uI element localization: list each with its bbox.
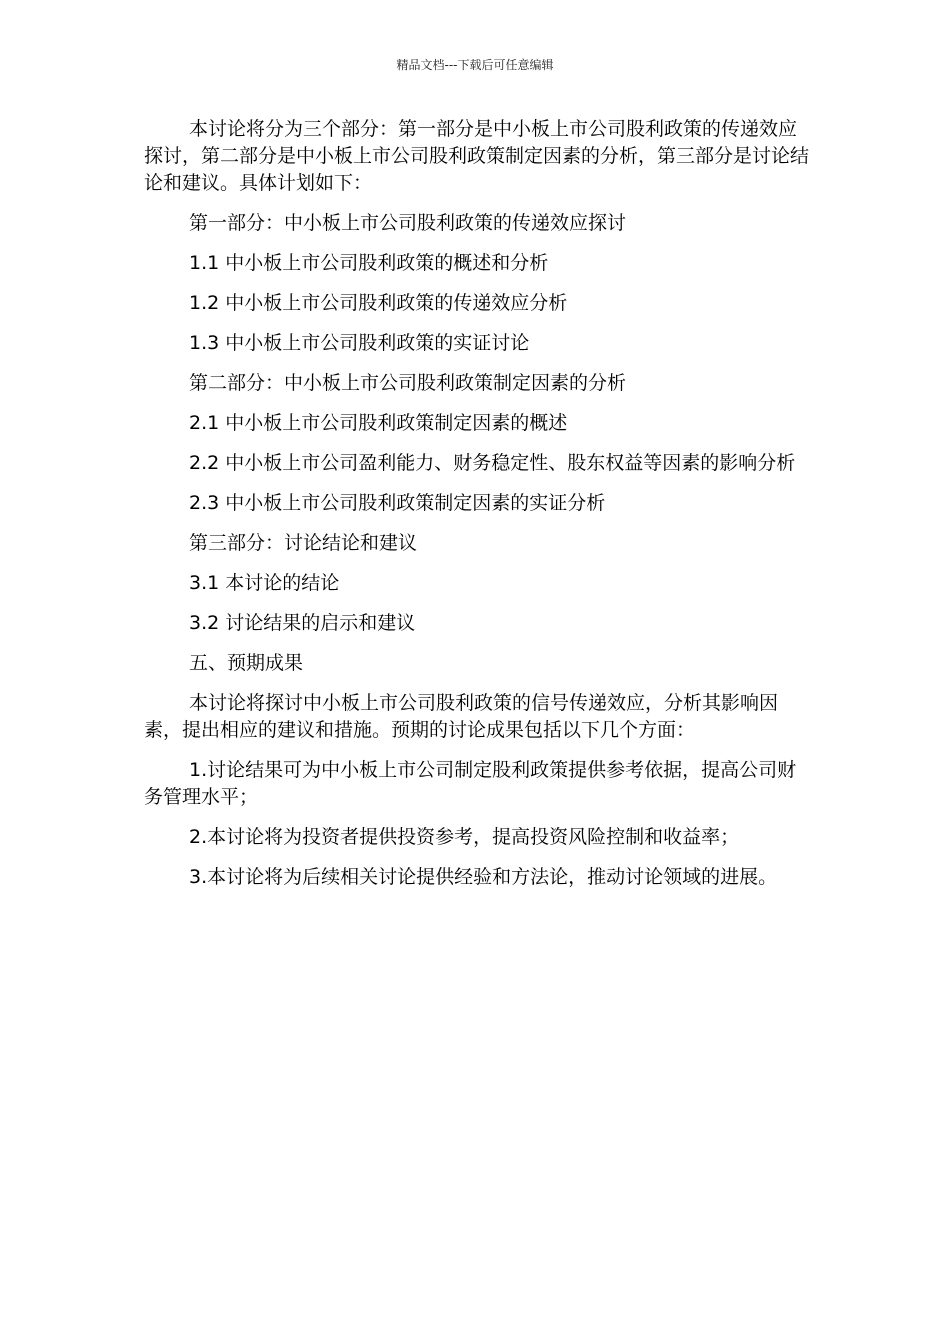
section-heading-expected-results: 五、预期成果 (189, 652, 304, 674)
paragraph-result-2: 2.本讨论将为投资者提供投资参考，提高投资风险控制和收益率； (189, 826, 740, 848)
paragraph-expected-intro: 本讨论将探讨中小板上市公司股利政策的信号传递效应，分析其影响因素，提出相应的建议和措施。预期的讨论成果包括以下几个方面： (144, 692, 779, 741)
paragraph-plan-intro: 本讨论将分为三个部分：第一部分是中小板上市公司股利政策的传递效应探讨，第二部分是中小板上市公司股利政策制定因素的分析，第三部分是讨论结论和建议。具体计划如下： (144, 118, 810, 194)
paragraph-item-2-1: 2.1 中小板上市公司股利政策制定因素的概述 (189, 412, 568, 434)
paragraph-item-3-1: 3.1 本讨论的结论 (189, 572, 340, 594)
document-body (144, 116, 810, 904)
paragraph-item-1-2: 1.2 中小板上市公司股利政策的传递效应分析 (189, 292, 568, 314)
page-header: 精品文档---下载后可任意编辑 (396, 58, 554, 72)
paragraph-result-3: 3.本讨论将为后续相关讨论提供经验和方法论，推动讨论领域的进展。 (189, 866, 778, 888)
paragraph-part-one-heading: 第一部分：中小板上市公司股利政策的传递效应探讨 (189, 212, 627, 234)
paragraph-result-1: 1.讨论结果可为中小板上市公司制定股利政策提供参考依据，提高公司财务管理水平； (144, 759, 797, 808)
paragraph-item-2-3: 2.3 中小板上市公司股利政策制定因素的实证分析 (189, 492, 606, 514)
paragraph-part-three-heading: 第三部分：讨论结论和建议 (189, 532, 418, 554)
paragraph-item-1-3: 1.3 中小板上市公司股利政策的实证讨论 (189, 332, 530, 354)
paragraph-item-1-1: 1.1 中小板上市公司股利政策的概述和分析 (189, 252, 549, 274)
paragraph-item-3-2: 3.2 讨论结果的启示和建议 (189, 612, 416, 634)
paragraph-part-two-heading: 第二部分：中小板上市公司股利政策制定因素的分析 (189, 372, 627, 394)
paragraph-item-2-2: 2.2 中小板上市公司盈利能力、财务稳定性、股东权益等因素的影响分析 (189, 452, 796, 474)
